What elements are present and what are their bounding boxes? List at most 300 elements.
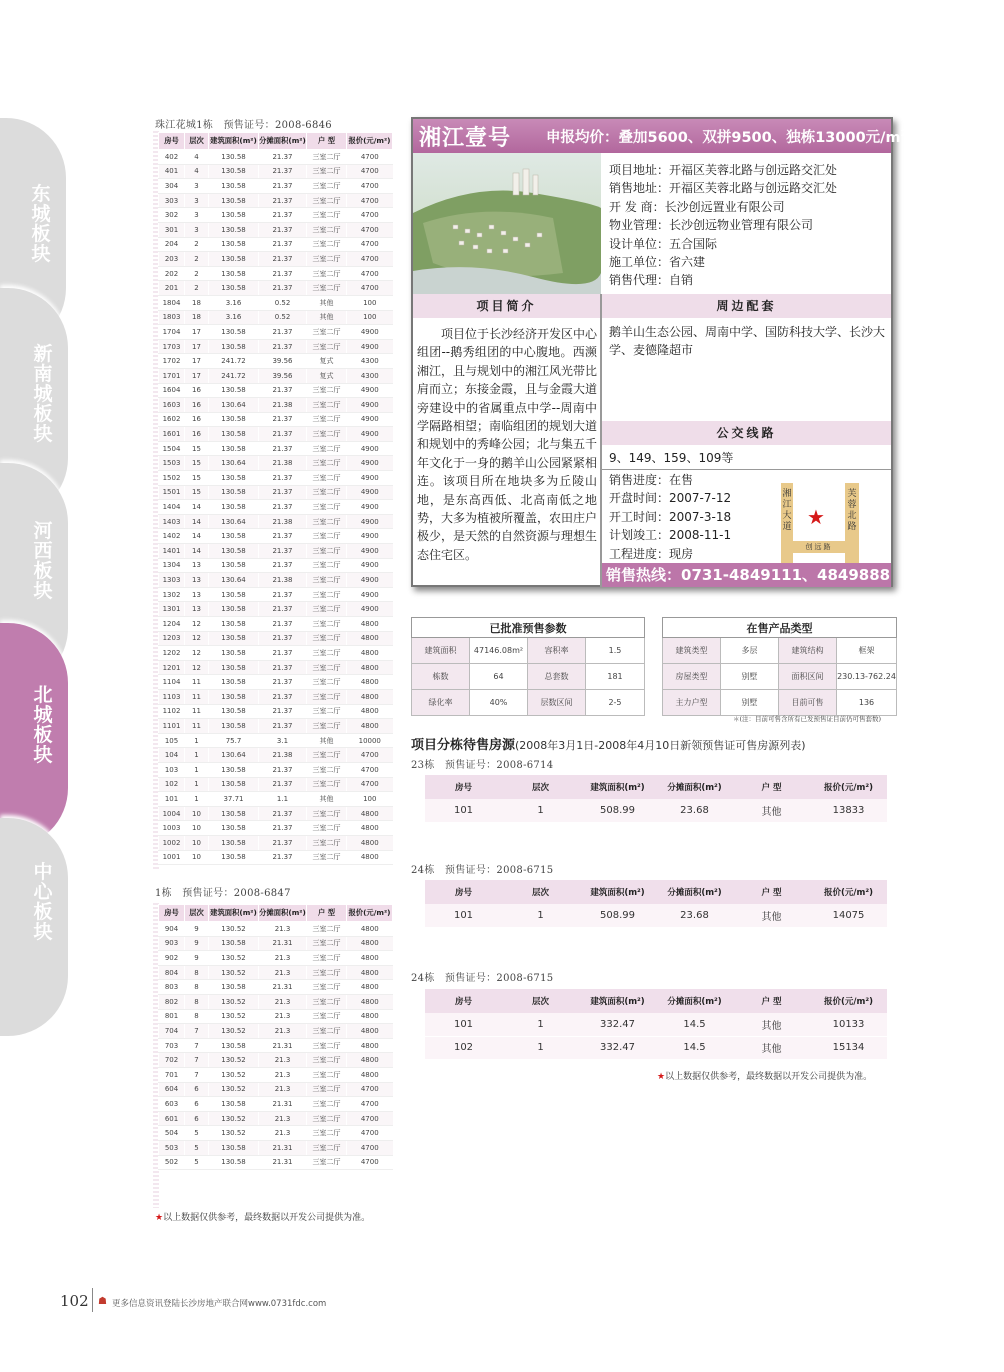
- table-cell: 21.37: [259, 339, 307, 354]
- table-row: [159, 1097, 393, 1112]
- table-cell: 803: [159, 980, 185, 995]
- table-cell: 130.58: [209, 471, 259, 486]
- table-cell: 三室二厅: [307, 1009, 347, 1024]
- table-cell: 1204: [159, 617, 185, 632]
- table-cell: 703: [159, 1038, 185, 1053]
- table-cell: 4700: [347, 1111, 393, 1126]
- table-cell: 1501: [159, 485, 185, 500]
- table-cell: 4900: [347, 514, 393, 529]
- table-cell: 130.52: [209, 1082, 259, 1097]
- table-cell: 21.37: [259, 237, 307, 252]
- table-row: [159, 835, 393, 850]
- table-cell: 4900: [347, 325, 393, 340]
- table-cell: 130.64: [209, 398, 259, 413]
- table-cell: 130.58: [209, 208, 259, 223]
- table-cell: 303: [159, 193, 185, 208]
- table-row: [159, 965, 393, 980]
- table-cell: 21.37: [259, 821, 307, 836]
- building24b-caption: 24栋 预售证号：2008-6715: [411, 973, 554, 984]
- table-cell: 103: [159, 762, 185, 777]
- table-cell: 130.58: [209, 675, 259, 690]
- table-cell: 130.58: [209, 179, 259, 194]
- table-cell: 4300: [347, 354, 393, 369]
- table-cell: 21.3: [259, 951, 307, 966]
- table-cell: 12: [185, 617, 209, 632]
- table-cell: 503: [159, 1140, 185, 1155]
- table-cell: 17: [185, 339, 209, 354]
- table-cell: 130.58: [209, 339, 259, 354]
- table-cell: 12: [185, 631, 209, 646]
- table-cell: 4700: [347, 777, 393, 792]
- table-cell: 21.3: [259, 1111, 307, 1126]
- table-row: [159, 252, 393, 267]
- table-cell: 三室二厅: [307, 1111, 347, 1126]
- table2-note: ★以上数据仅供参考，最终数据以开发公司提供为准。: [155, 1213, 371, 1223]
- table-cell: 三室二厅: [307, 660, 347, 675]
- table-cell: 21.37: [259, 281, 307, 296]
- table-cell: 三室二厅: [307, 164, 347, 179]
- param-value: 框架: [837, 638, 897, 664]
- table-cell: 1504: [159, 441, 185, 456]
- table-row: [159, 1140, 393, 1155]
- table-cell: 三室二厅: [307, 427, 347, 442]
- table-cell: 21.37: [259, 266, 307, 281]
- column-header: 报价(元/m²): [810, 775, 887, 799]
- table-row: [159, 325, 393, 340]
- table-cell: 4300: [347, 368, 393, 383]
- table-cell: 16: [185, 412, 209, 427]
- param-value: 别墅: [721, 690, 779, 716]
- table-row: [159, 310, 393, 325]
- table-cell: 130.58: [209, 529, 259, 544]
- table-cell: 1001: [159, 850, 185, 865]
- products-table: [662, 617, 897, 716]
- table-cell: 508.99: [579, 799, 656, 822]
- table-cell: 4800: [347, 965, 393, 980]
- table-cell: 802: [159, 994, 185, 1009]
- table-cell: 1: [502, 799, 579, 822]
- table-cell: 4700: [347, 1155, 393, 1170]
- table-cell: 1201: [159, 660, 185, 675]
- table-cell: 13: [185, 587, 209, 602]
- table-cell: 21.37: [259, 675, 307, 690]
- table-cell: 21.31: [259, 1155, 307, 1170]
- table-cell: 三室二厅: [307, 1038, 347, 1053]
- param-row: [663, 690, 897, 716]
- table-cell: 4900: [347, 587, 393, 602]
- table-cell: 21.37: [259, 689, 307, 704]
- table-cell: 100: [347, 295, 393, 310]
- column-header: 层次: [185, 133, 209, 150]
- table-cell: 21.37: [259, 558, 307, 573]
- table-cell: 三室二厅: [307, 383, 347, 398]
- param-label: 层数区间: [528, 690, 586, 716]
- table-cell: 三室二厅: [307, 441, 347, 456]
- table-cell: 1104: [159, 675, 185, 690]
- table-cell: 1703: [159, 339, 185, 354]
- param-label: 容积率: [528, 638, 586, 664]
- table-cell: 12: [185, 660, 209, 675]
- table-cell: 5: [185, 1126, 209, 1141]
- table-cell: 130.58: [209, 777, 259, 792]
- table-cell: 130.58: [209, 631, 259, 646]
- table-cell: 130.58: [209, 485, 259, 500]
- table-cell: 21.37: [259, 835, 307, 850]
- table-cell: 203: [159, 252, 185, 267]
- table-row: [159, 719, 393, 734]
- table-cell: 11: [185, 689, 209, 704]
- table-row: [159, 295, 393, 310]
- table-cell: 0.52: [259, 295, 307, 310]
- table-cell: 三室二厅: [307, 835, 347, 850]
- column-header: 分摊面积(m²): [259, 133, 307, 150]
- param-label: 建筑类型: [663, 638, 721, 664]
- table-row: [159, 383, 393, 398]
- table-cell: 130.58: [209, 602, 259, 617]
- tab-dongcheng[interactable]: 东城板块: [0, 118, 66, 348]
- table-header-row: [159, 133, 393, 150]
- column-header: 建筑面积(m²): [579, 775, 656, 799]
- tab-xinnancheng[interactable]: 新南城板块: [0, 288, 68, 518]
- table-cell: 904: [159, 922, 185, 937]
- table-cell: 105: [159, 733, 185, 748]
- table-cell: 4900: [347, 412, 393, 427]
- column-header: 层次: [502, 880, 579, 904]
- table-cell: 701: [159, 1067, 185, 1082]
- table-cell: 241.72: [209, 354, 259, 369]
- table-row: [159, 936, 393, 951]
- around-text: 鹅羊山生态公园、周南中学、国防科技大学、长沙大学、麦德隆超市: [609, 325, 886, 358]
- table-cell: 三室二厅: [307, 1024, 347, 1039]
- table-cell: 804: [159, 965, 185, 980]
- table-cell: 10: [185, 835, 209, 850]
- table-cell: 130.58: [209, 150, 259, 165]
- table-cell: 13: [185, 558, 209, 573]
- table-cell: 4800: [347, 994, 393, 1009]
- table-cell: 21.37: [259, 208, 307, 223]
- table-cell: 21.37: [259, 471, 307, 486]
- table-cell: 4900: [347, 471, 393, 486]
- table-cell: 三室二厅: [307, 412, 347, 427]
- table-cell: 2: [185, 252, 209, 267]
- table-cell: 7: [185, 1038, 209, 1053]
- table-cell: 三室二厅: [307, 1082, 347, 1097]
- table-cell: 1003: [159, 821, 185, 836]
- table-cell: 1502: [159, 471, 185, 486]
- table-cell: 4800: [347, 704, 393, 719]
- intro-header: 项目简介: [413, 294, 600, 318]
- table-row: [159, 980, 393, 995]
- table-row: [425, 904, 887, 927]
- table-cell: 21.37: [259, 719, 307, 734]
- table-row: [159, 660, 393, 675]
- table-cell: 130.58: [209, 441, 259, 456]
- table-row: [159, 1053, 393, 1068]
- table-cell: 三室二厅: [307, 208, 347, 223]
- table-cell: 1304: [159, 558, 185, 573]
- table-cell: 21.3: [259, 994, 307, 1009]
- table-row: [159, 631, 393, 646]
- table-cell: 130.64: [209, 573, 259, 588]
- table-cell: 21.31: [259, 980, 307, 995]
- side-tabs: [0, 118, 68, 1038]
- table-cell: 6: [185, 1097, 209, 1112]
- table-cell: 三室二厅: [307, 193, 347, 208]
- table-cell: 21.38: [259, 456, 307, 471]
- param-row: [412, 690, 645, 716]
- table-cell: 三室二厅: [307, 1053, 347, 1068]
- table-cell: 4900: [347, 529, 393, 544]
- table-cell: 1002: [159, 835, 185, 850]
- table-cell: 4700: [347, 281, 393, 296]
- page-number: 102: [60, 1292, 89, 1310]
- table-cell: 21.38: [259, 573, 307, 588]
- table-cell: 1602: [159, 412, 185, 427]
- table-row: [159, 441, 393, 456]
- table-row: [159, 733, 393, 748]
- table-cell: 21.3: [259, 965, 307, 980]
- table-cell: 三室二厅: [307, 398, 347, 413]
- table-cell: 23.68: [656, 904, 733, 927]
- table-cell: 1404: [159, 500, 185, 515]
- table-cell: 1301: [159, 602, 185, 617]
- table-cell: 21.37: [259, 777, 307, 792]
- table-cell: 4800: [347, 835, 393, 850]
- table-cell: 3: [185, 179, 209, 194]
- table-cell: 4700: [347, 1082, 393, 1097]
- table-cell: 130.58: [209, 222, 259, 237]
- map-road-xiangjiang: 湘江大道: [781, 483, 793, 563]
- table-cell: 三室二厅: [307, 646, 347, 661]
- column-header: 层次: [502, 989, 579, 1013]
- table-cell: 4900: [347, 339, 393, 354]
- column-header: 户 型: [307, 133, 347, 150]
- table-cell: 130.58: [209, 193, 259, 208]
- location-map: [779, 479, 891, 563]
- table-cell: 21.3: [259, 1024, 307, 1039]
- table-row: [159, 529, 393, 544]
- tab-beicheng[interactable]: 北城板块: [0, 623, 68, 848]
- table-cell: 10000: [347, 733, 393, 748]
- table-cell: 三室二厅: [307, 980, 347, 995]
- table-cell: 3.1: [259, 733, 307, 748]
- table-cell: 130.58: [209, 544, 259, 559]
- table-cell: 601: [159, 1111, 185, 1126]
- table-row: [159, 485, 393, 500]
- table-cell: 复式: [307, 368, 347, 383]
- table-cell: 4700: [347, 1126, 393, 1141]
- table-cell: 130.52: [209, 1009, 259, 1024]
- project-price: 申报均价：叠加5600、双拼9500、独栋13000元$/m^2$: [546, 129, 907, 146]
- footer-text: 更多信息资讯登陆长沙房地产联合网www.0731fdc.com: [112, 1299, 327, 1309]
- table-row: [159, 281, 393, 296]
- table-cell: 102: [425, 1036, 502, 1059]
- param-label: 建筑面积: [412, 638, 470, 664]
- table-cell: 三室二厅: [307, 1126, 347, 1141]
- table-cell: 4800: [347, 850, 393, 865]
- table-cell: 4800: [347, 1053, 393, 1068]
- param-row: [412, 664, 645, 690]
- table-cell: 14.5: [656, 1013, 733, 1036]
- table-cell: 三室二厅: [307, 471, 347, 486]
- table-cell: 4800: [347, 936, 393, 951]
- table-cell: 4900: [347, 558, 393, 573]
- table-cell: 4800: [347, 617, 393, 632]
- table-cell: 三室二厅: [307, 951, 347, 966]
- table-cell: 4900: [347, 500, 393, 515]
- tab-zhongxin[interactable]: 中心板块: [0, 818, 68, 1036]
- table-cell: 三室二厅: [307, 965, 347, 980]
- table-cell: 4900: [347, 573, 393, 588]
- table-cell: 12: [185, 646, 209, 661]
- table-cell: 21.37: [259, 529, 307, 544]
- column-header: 房号: [425, 775, 502, 799]
- table-row: [159, 617, 393, 632]
- table-cell: 100: [347, 310, 393, 325]
- table-cell: 21.37: [259, 193, 307, 208]
- table-cell: 13: [185, 602, 209, 617]
- table-cell: 三室二厅: [307, 1067, 347, 1082]
- table-cell: 三室二厅: [307, 1140, 347, 1155]
- table-cell: 8: [185, 994, 209, 1009]
- table-cell: 241.72: [209, 368, 259, 383]
- products-title: 在售产品类型: [663, 618, 897, 638]
- progress-list: 销售进度：在售 开盘时间：2007-7-12 开工时间：2007-3-18 计划竣工：2008-11-1 工程进度：现房: [609, 473, 732, 561]
- table1: [158, 132, 393, 865]
- table-row: [159, 850, 393, 865]
- table-cell: 130.58: [209, 1097, 259, 1112]
- table-row: [159, 1024, 393, 1039]
- table-cell: 8: [185, 1009, 209, 1024]
- column-header: 房号: [425, 880, 502, 904]
- table-cell: 三室二厅: [307, 850, 347, 865]
- table-cell: 1: [185, 748, 209, 763]
- table-cell: 21.31: [259, 1038, 307, 1053]
- column-header: 层次: [502, 775, 579, 799]
- table-cell: 1401: [159, 544, 185, 559]
- table-cell: 三室二厅: [307, 237, 347, 252]
- table-cell: 21.37: [259, 544, 307, 559]
- column-header: 建筑面积(m²): [579, 989, 656, 1013]
- table-cell: 4: [185, 150, 209, 165]
- table-cell: 4800: [347, 719, 393, 734]
- table-cell: 130.58: [209, 835, 259, 850]
- table-cell: 604: [159, 1082, 185, 1097]
- column-header: 房号: [425, 989, 502, 1013]
- table-cell: 21.37: [259, 325, 307, 340]
- table-cell: 1202: [159, 646, 185, 661]
- param-label: 面积区间: [779, 664, 837, 690]
- table-cell: 130.58: [209, 704, 259, 719]
- table-cell: 2: [185, 266, 209, 281]
- table-cell: 4800: [347, 821, 393, 836]
- table-cell: 4800: [347, 1009, 393, 1024]
- table-cell: 1804: [159, 295, 185, 310]
- table-cell: 三室二厅: [307, 456, 347, 471]
- table-cell: 130.52: [209, 922, 259, 937]
- table-cell: 202: [159, 266, 185, 281]
- table-cell: 4800: [347, 646, 393, 661]
- table-cell: 15: [185, 471, 209, 486]
- table-cell: 101: [425, 904, 502, 927]
- tab-hexi[interactable]: 河西板块: [0, 463, 68, 688]
- table-cell: 3.16: [209, 310, 259, 325]
- table-cell: 21.37: [259, 500, 307, 515]
- units-heading: 项目分栋待售房源(2008年3月1日-2008年4月10日新领预售证可售房源列表): [411, 738, 806, 753]
- table-cell: 1: [502, 904, 579, 927]
- table-cell: 4700: [347, 193, 393, 208]
- table-cell: 130.58: [209, 412, 259, 427]
- table-row: [159, 689, 393, 704]
- bus-header: 公交线路: [602, 421, 891, 445]
- table-cell: 201: [159, 281, 185, 296]
- table-cell: 4800: [347, 631, 393, 646]
- table-cell: 1: [185, 777, 209, 792]
- table-cell: 21.37: [259, 179, 307, 194]
- table-row: [159, 339, 393, 354]
- table-cell: 1: [185, 733, 209, 748]
- table-cell: 4800: [347, 689, 393, 704]
- table-cell: 4700: [347, 1140, 393, 1155]
- table-cell: 三室二厅: [307, 748, 347, 763]
- table-cell: 9: [185, 922, 209, 937]
- table-row: [159, 792, 393, 807]
- table-cell: 4700: [347, 266, 393, 281]
- table-row: [159, 821, 393, 836]
- table-cell: 75.7: [209, 733, 259, 748]
- table-cell: 10133: [810, 1013, 887, 1036]
- table-row: [159, 1155, 393, 1170]
- table-cell: 其他: [307, 295, 347, 310]
- table-cell: 130.58: [209, 281, 259, 296]
- table-cell: 1503: [159, 456, 185, 471]
- table-cell: 4900: [347, 398, 393, 413]
- table-cell: 508.99: [579, 904, 656, 927]
- table-cell: 1603: [159, 398, 185, 413]
- column-header: 房号: [159, 133, 185, 150]
- table-row: [159, 806, 393, 821]
- table-cell: 4800: [347, 1038, 393, 1053]
- table-cell: 三室二厅: [307, 1155, 347, 1170]
- table-cell: 14075: [810, 904, 887, 927]
- table-cell: 9: [185, 936, 209, 951]
- table-cell: 502: [159, 1155, 185, 1170]
- table-row: [159, 1009, 393, 1024]
- table-cell: 三室二厅: [307, 994, 347, 1009]
- table-cell: 4700: [347, 748, 393, 763]
- presale-table: [411, 617, 645, 716]
- table-cell: 130.52: [209, 1126, 259, 1141]
- table-cell: 3: [185, 208, 209, 223]
- table-cell: 4900: [347, 456, 393, 471]
- table-cell: 801: [159, 1009, 185, 1024]
- table-cell: 1303: [159, 573, 185, 588]
- location-star-icon: ★: [807, 505, 825, 529]
- table-cell: 18: [185, 295, 209, 310]
- param-row: [412, 638, 645, 664]
- table2: [158, 904, 393, 1170]
- table-row: [159, 777, 393, 792]
- table-row: [425, 1013, 887, 1036]
- table-cell: 三室二厅: [307, 777, 347, 792]
- table-cell: 23.68: [656, 799, 733, 822]
- table-cell: 4700: [347, 1097, 393, 1112]
- param-value: 181: [586, 664, 645, 690]
- table-cell: 1702: [159, 354, 185, 369]
- column-header: 建筑面积(m²): [579, 880, 656, 904]
- table-cell: 101: [425, 1013, 502, 1036]
- table-cell: 21.3: [259, 1067, 307, 1082]
